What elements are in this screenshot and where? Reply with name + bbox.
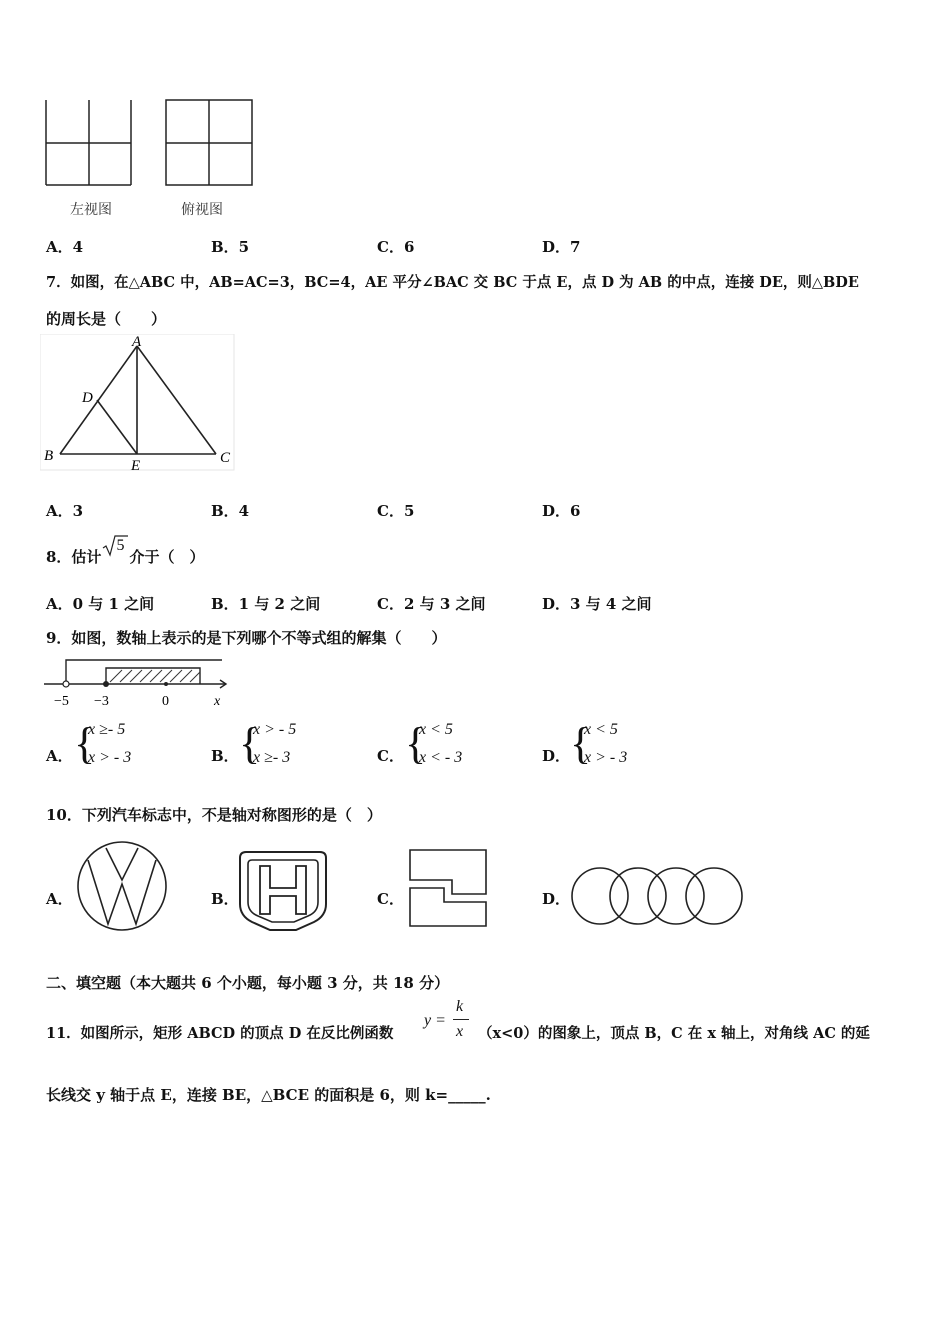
q10-option-d-label: D． [542,890,571,908]
q9-stem: 9．如图，数轴上表示的是下列哪个不等式组的解集（ ） [46,629,447,647]
q7-option-d: D．6 [542,502,581,520]
top-view-grid [166,100,252,185]
triangle-figure [40,334,240,474]
open-dot [63,681,69,687]
q10-option-a-label: A． [46,890,73,908]
q11-formula-den: x [456,1023,464,1040]
q9-option-d-brace: { [570,719,592,768]
q9-option-a-line1: x ≥- 5 [88,721,126,738]
number-line-figure [40,654,230,710]
q7-option-c: C．5 [377,502,415,520]
q9-option-b-line2: x ≥- 3 [253,749,291,766]
left-view-grid [46,100,131,185]
q9-option-d-label: D． [542,747,571,765]
q9-option-a-line2: x > - 3 [88,749,132,766]
q9-option-b-brace: { [239,719,261,768]
q9-option-c-line1: x < 5 [419,721,453,738]
q7-option-a: A．3 [46,502,84,520]
q11-formula-num: k [456,998,464,1015]
top-view-caption: 俯视图 [181,202,223,218]
label-C: C [220,450,231,466]
q9-option-c-line2: x < - 3 [419,749,463,766]
q8-suffix: 介于（ ） [129,548,205,566]
q8-option-c: C．2 与 3 之间 [377,595,486,613]
q6-option-a: A．4 [46,238,84,256]
label-A: A [132,334,142,350]
q8-option-a: A．0 与 1 之间 [46,595,155,613]
left-view-caption: 左视图 [70,202,112,218]
q6-option-c: C．6 [377,238,415,256]
q9-option-b-label: B． [211,747,239,765]
q6-option-d: D．7 [542,238,581,256]
q11-suffix: （x<0）的图象上，顶点 B，C 在 x 轴上，对角线 AC 的延 [478,1025,870,1042]
q9-option-a-label: A． [46,747,73,765]
sqrt-radicand: 5 [116,537,125,554]
section-heading: 二、填空题（本大题共 6 个小题，每小题 3 分，共 18 分） [46,974,450,992]
blocks-logo-figure [404,846,494,932]
q9-option-b-line1: x > - 5 [253,721,297,738]
q8-prefix: 8．估计 [46,548,102,566]
q9-option-d-line2: x > - 3 [584,749,628,766]
axis-label-0: 0 [162,694,169,709]
honda-logo-figure [236,846,332,936]
sqrt-expression [101,534,129,554]
q11-line2: 长线交 y 轴于点 E，连接 BE，△BCE 的面积是 6，则 k=_____. [46,1086,491,1104]
q8-stem [46,537,205,567]
q9-option-d-line1: x < 5 [584,721,618,738]
q6-option-b: B．5 [211,238,250,256]
label-D: D [82,390,93,406]
q7-option-b: B．4 [211,502,250,520]
q10-stem: 10．下列汽车标志中，不是轴对称图形的是（ ） [46,806,382,824]
q10-option-b-label: B． [211,890,239,908]
axis-label-neg3: −3 [94,694,109,709]
q8-option-b: B．1 与 2 之间 [211,595,321,613]
q7-stem-line1: 7．如图，在△ABC 中，AB=AC=3，BC=4，AE 平分∠BAC 交 BC 于点 E，点 D 为 AB 的中点，连接 DE，则△BDE [46,274,859,291]
origin-dot [164,682,168,686]
axis-label-x: x [214,694,221,709]
three-view-figures [40,96,270,196]
q10-option-c-label: C． [377,890,404,908]
q9-option-c-label: C． [377,747,404,765]
q8-option-d: D．3 与 4 之间 [542,595,652,613]
vw-logo-figure [74,838,174,934]
label-E: E [131,458,141,474]
q7-stem-line2: 的周长是（ ） [46,310,167,328]
q11-fraction-bar [453,1019,469,1020]
q9-option-a-brace: { [74,719,96,768]
q11-formula-y: y = [424,1012,446,1029]
axis-label-neg5: −5 [54,694,69,709]
q9-option-c-brace: { [405,719,427,768]
label-B: B [44,448,54,464]
closed-dot [103,681,109,687]
audi-rings-figure [568,864,748,928]
q11-prefix: 11．如图所示，矩形 ABCD 的顶点 D 在反比例函数 [46,1025,394,1042]
